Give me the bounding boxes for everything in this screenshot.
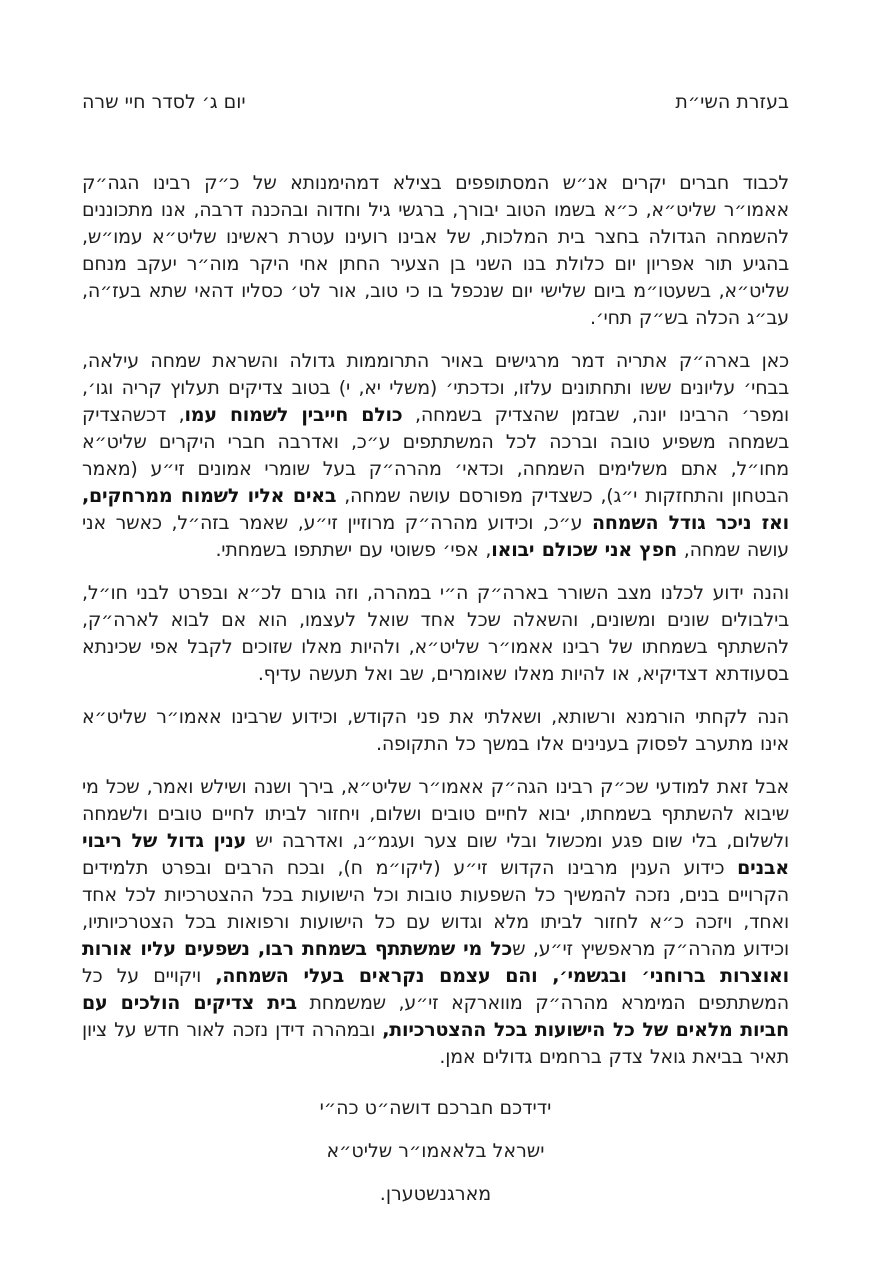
letter-body — [82, 170, 789, 1071]
paragraph-simcha-obligation: כאן בארה״ק אתריה דמר מרגישים באויר התרוממות גדולה והשראת שמחה עילאה, בבחי׳ עליונים ששו ותחתונים עלזו, וכדכתי׳ (משלי יא, י) בטוב צדיקים תעלוץ קריה וגו׳, ומפר׳ הרבינו יונה, שבזמן שהצדיק בשמחה, כולם חייבין לשמוח עמו, דכשהצדיק בשמחה משפיע טובה וברכה לכל המשתתפים ע״כ, ואדרבה חברי היקרים שליט״א מחו״ל, אתם משלימים השמחה, וכדאי׳ מהרה״ק בעל שומרי אמונים זי״ע (מאמר הבטחון והתחזקות י״ג), כשצדיק מפורסם עושה שמחה, באים אליו לשמוח ממרחקים, ואז ניכר גודל השמחה ע״כ, וכידוע מהרה״ק מרוזיין זי״ע, שאמר בזה״ל, כאשר אני עושה שמחה, חפץ אני שכולם יבואו, אפי׳ פשוטי עם ישתתפו בשמחתי. — [82, 350, 790, 561]
paragraph-greeting: לכבוד חברים יקרים אנ״ש המסתופפים בצילא דמהימנותא של כ״ק רבינו הגה״ק אאמו״ר שליט״א, כ״א בשמו הטוב יבורך, ברגשי גיל וחדוה ובהכנה דרבה, אנו מתכוננים להשמחה הגדולה בחצר בית המלכות, של אבינו רועינו עטרת ראשינו שליט״א עמו״ש, בהגיע תור אפריון יום כלולת בנו השני בן הצעיר החתן אחי היקר מוה״ר יעקב מנחם שליט״א, בשעטו״מ ביום שלישי יום שנכפל בו כי טוב, אור לט׳ כסליו דהאי שתא בעז״ה, עב״ג הכלה בש״ק תחי׳. — [82, 172, 789, 329]
paragraph-situation-question: והנה ידוע לכלנו מצב השורר בארה״ק ה״י במהרה, וזה גורם לכ״א ובפרט לבני חו״ל, בילבולים שונים ומשונים, והשאלה שכל אחד שואל לעצמו, הוא אם לבוא לארה״ק, להשתתף בשמחתו של רבינו אאמו״ר שליט״א, ולהיות מאלו שזוכים לקבל אפי שכינתא בסעודתא דצדיקיא, או להיות מאלו שאומרים, שב ואל תעשה עדיף. — [82, 582, 789, 685]
paragraph-blessing-promise: אבל זאת למודעי שכ״ק רבינו הגה״ק אאמו״ר שליט״א, בירך ושנה ושילש ואמר, שכל מי שיבוא להשתתף בשמחתו, יבוא לחיים טובים ושלום, ויחזור לביתו לחיים טובים ולשמחה ולשלום, בלי שום פגע ומכשול ובלי שום צער ועגמ״נ, ואדרבה יש ענין גדול של ריבוי אבנים כידוע הענין מרבינו הקדוש זי״ע (ליקו״מ ח), ובכח הרבים ובפרט תלמידים הקרויים בנים, נזכה להמשיך כל השפעות טובות וכל הישועות בכל ההצטרכיות לכל אחד ואחד, ויזכה כ״א לחזור לביתו מלא וגדוש עם כל הישועות ורפואות בכל הצטרכיותיו, וכידוע מהרה״ק מראפשיץ זי״ע, שכל מי שמשתתף בשמחת רבו, נשפעים עליו אורות ואוצרות ברוחני׳ ובגשמי׳, והם עצמם נקראים בעלי השמחה, ויקויים על כל המשתתפים המימרא מהרה״ק מווארקא זי״ע, שמשמחת בית צדיקים הולכים עם חביות מלאים של כל הישועות בכל ההצטרכיות, ובמהרה דידן נזכה לאור חדש על ציון תאיר בביאת גואל צדק ברחמים גדולים אמן. — [82, 776, 790, 1068]
signature-line-greeting: ידידכם חברכם דושה״ט כה״י — [319, 1097, 552, 1119]
signature-line-surname: מארגנשטערן. — [379, 1183, 492, 1205]
signature-block — [82, 1095, 789, 1207]
header-blessing: בעזרת השי״ת — [675, 91, 789, 113]
signature-line-name: ישראל בלאאמו״ר שליט״א — [326, 1140, 545, 1162]
letter-header — [82, 90, 789, 114]
header-date: יום ג׳ לסדר חיי שרה — [82, 91, 246, 113]
paragraph-permission: הנה לקחתי הורמנא ורשותא, ושאלתי את פני הקודש, וכידוע שרבינו אאמו״ר שליט״א אינו מתערב לפסוק בענינים אלו במשך כל התקופה. — [82, 706, 789, 755]
